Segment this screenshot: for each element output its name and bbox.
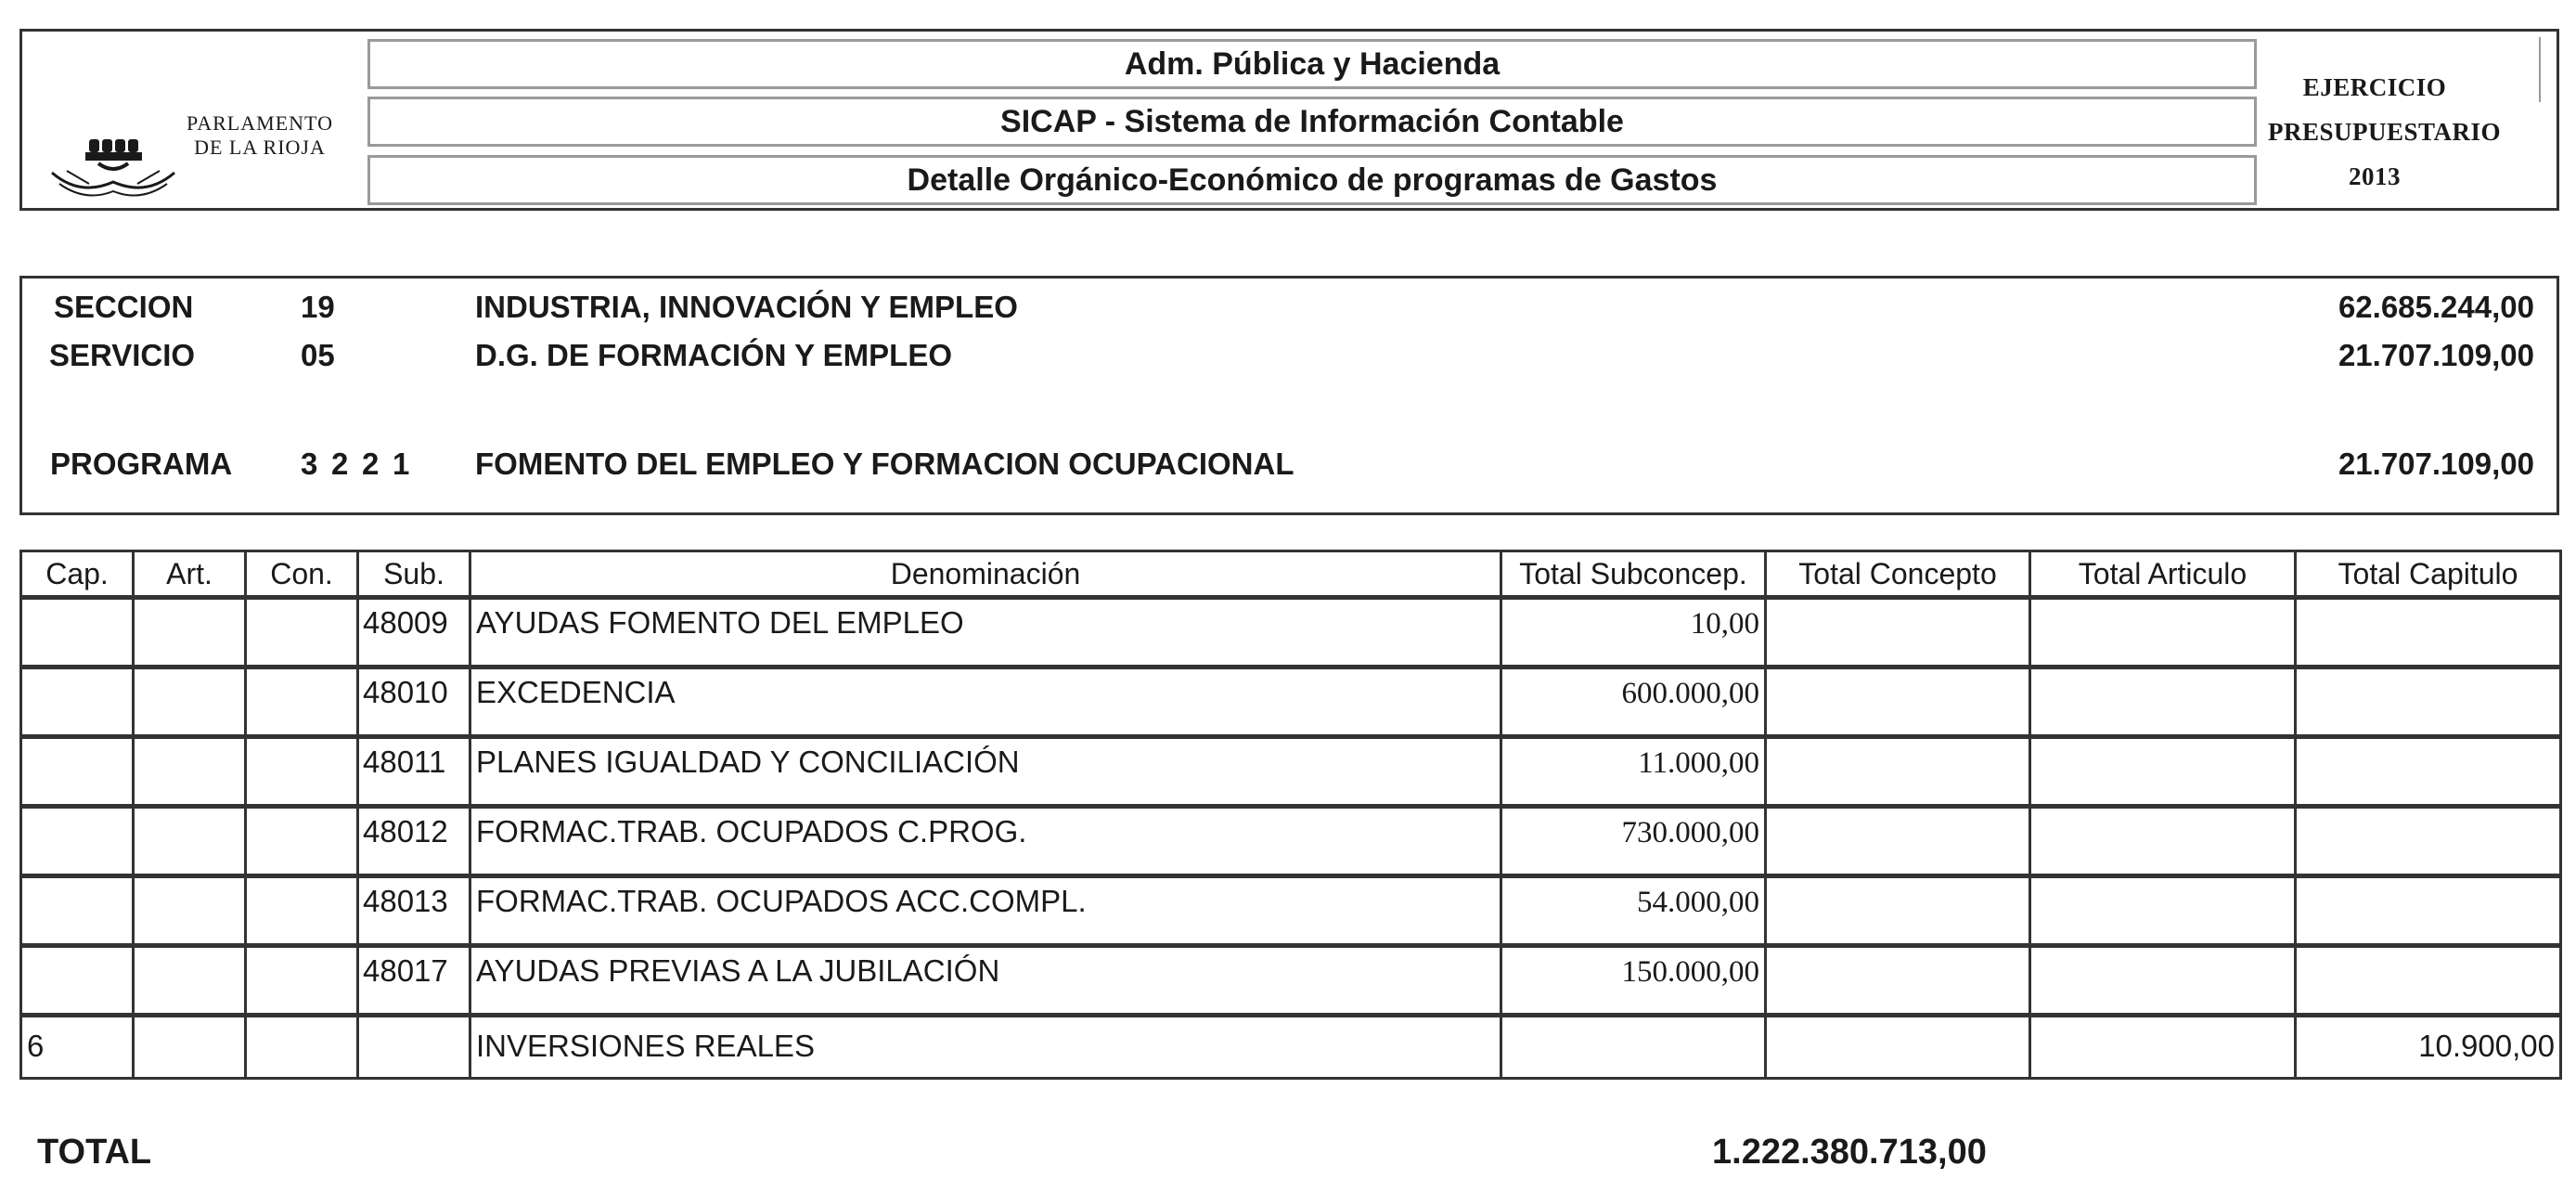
programa-label: PROGRAMA <box>50 447 233 481</box>
cell-total-capitulo <box>2296 598 2561 667</box>
cell-total-capitulo <box>2296 946 2561 1016</box>
cell-total-concepto <box>1766 807 2030 876</box>
cell-con <box>246 876 358 946</box>
cell-total-capitulo: 10.900,00 <box>2296 1016 2561 1079</box>
cell-total-subconcep <box>1501 1016 1766 1079</box>
cell-total-concepto <box>1766 876 2030 946</box>
programa-code <box>301 447 423 482</box>
cell-con <box>246 1016 358 1079</box>
cell-total-concepto <box>1766 598 2030 667</box>
programa-digit: 1 <box>393 447 410 481</box>
table-header-row <box>21 551 2561 598</box>
grand-total-amount: 1.222.380.713,00 <box>1712 1133 1987 1172</box>
cell-total-capitulo <box>2296 807 2561 876</box>
cell-total-subconcep: 10,00 <box>1501 598 1766 667</box>
cell-total-concepto <box>1766 737 2030 807</box>
seccion-label: SECCION <box>54 290 194 324</box>
organization-name-line2: DE LA RIOJA <box>194 136 326 159</box>
cell-cap <box>21 807 134 876</box>
cell-denominacion: AYUDAS PREVIAS A LA JUBILACIÓN <box>470 946 1501 1016</box>
cell-cap <box>21 946 134 1016</box>
programa-digit: 3 <box>301 447 318 481</box>
cell-con <box>246 946 358 1016</box>
cell-total-subconcep: 600.000,00 <box>1501 667 1766 737</box>
cell-art <box>134 1016 246 1079</box>
cell-con <box>246 807 358 876</box>
cell-sub: 48010 <box>358 667 470 737</box>
col-header-con: Con. <box>246 551 358 598</box>
table-row <box>21 876 2561 946</box>
header-title-department: Adm. Pública y Hacienda <box>367 39 2257 89</box>
cell-cap <box>21 876 134 946</box>
fiscal-year-value: 2013 <box>2349 162 2401 190</box>
col-header-total-articulo: Total Articulo <box>2030 551 2296 598</box>
budget-section-box <box>19 276 2559 515</box>
cell-total-capitulo <box>2296 876 2561 946</box>
cell-total-subconcep: 11.000,00 <box>1501 737 1766 807</box>
chapter-row <box>21 1016 2561 1079</box>
cell-denominacion: INVERSIONES REALES <box>470 1016 1501 1079</box>
cell-denominacion: FORMAC.TRAB. OCUPADOS C.PROG. <box>470 807 1501 876</box>
cell-con <box>246 667 358 737</box>
seccion-name: INDUSTRIA, INNOVACIÓN Y EMPLEO <box>475 290 1018 324</box>
servicio-code: 05 <box>301 338 335 372</box>
cell-art <box>134 946 246 1016</box>
servicio-row <box>22 338 2557 379</box>
expense-detail-table <box>19 550 2562 1080</box>
cell-total-articulo <box>2030 807 2296 876</box>
cell-art <box>134 667 246 737</box>
cell-sub <box>358 1016 470 1079</box>
fiscal-year-label-2: PRESUPUESTARIO <box>2268 118 2502 146</box>
cell-total-articulo <box>2030 946 2296 1016</box>
parlamento-logo-icon <box>43 106 182 208</box>
cell-cap <box>21 737 134 807</box>
cell-cap: 6 <box>21 1016 134 1079</box>
cell-sub: 48012 <box>358 807 470 876</box>
col-header-total-subconcep: Total Subconcep. <box>1501 551 1766 598</box>
organization-name <box>186 111 334 160</box>
cell-total-concepto <box>1766 667 2030 737</box>
cell-denominacion: EXCEDENCIA <box>470 667 1501 737</box>
programa-row <box>22 447 2557 487</box>
grand-total-label: TOTAL <box>37 1133 152 1172</box>
table-row <box>21 946 2561 1016</box>
cell-art <box>134 598 246 667</box>
col-header-cap: Cap. <box>21 551 134 598</box>
cell-total-articulo <box>2030 737 2296 807</box>
cell-denominacion: PLANES IGUALDAD Y CONCILIACIÓN <box>470 737 1501 807</box>
seccion-code: 19 <box>301 290 335 324</box>
cell-total-capitulo <box>2296 667 2561 737</box>
servicio-name: D.G. DE FORMACIÓN Y EMPLEO <box>475 338 952 372</box>
cell-sub: 48017 <box>358 946 470 1016</box>
cell-con <box>246 598 358 667</box>
cell-cap <box>21 598 134 667</box>
cell-con <box>246 737 358 807</box>
servicio-amount: 21.707.109,00 <box>2338 338 2534 372</box>
cell-art <box>134 876 246 946</box>
header-title-system: SICAP - Sistema de Información Contable <box>367 97 2257 147</box>
table-row <box>21 667 2561 737</box>
cell-sub: 48013 <box>358 876 470 946</box>
cell-total-articulo <box>2030 876 2296 946</box>
cell-total-articulo <box>2030 667 2296 737</box>
cell-total-capitulo <box>2296 737 2561 807</box>
organization-name-line1: PARLAMENTO <box>187 111 333 135</box>
programa-digit: 2 <box>331 447 349 481</box>
cell-sub: 48011 <box>358 737 470 807</box>
table-row <box>21 737 2561 807</box>
cell-total-articulo <box>2030 598 2296 667</box>
report-header <box>19 29 2559 211</box>
cell-total-articulo <box>2030 1016 2296 1079</box>
cell-art <box>134 737 246 807</box>
cell-total-subconcep: 150.000,00 <box>1501 946 1766 1016</box>
cell-denominacion: AYUDAS FOMENTO DEL EMPLEO <box>470 598 1501 667</box>
cell-cap <box>21 667 134 737</box>
col-header-sub: Sub. <box>358 551 470 598</box>
cell-total-concepto <box>1766 1016 2030 1079</box>
programa-amount: 21.707.109,00 <box>2338 447 2534 481</box>
fiscal-year-block <box>2268 65 2502 199</box>
cell-art <box>134 807 246 876</box>
fiscal-year-label-1: EJERCICIO <box>2302 73 2447 101</box>
programa-digit: 2 <box>362 447 380 481</box>
header-divider <box>2539 37 2541 102</box>
cell-sub: 48009 <box>358 598 470 667</box>
cell-denominacion: FORMAC.TRAB. OCUPADOS ACC.COMPL. <box>470 876 1501 946</box>
col-header-total-capitulo: Total Capitulo <box>2296 551 2561 598</box>
col-header-total-concepto: Total Concepto <box>1766 551 2030 598</box>
cell-total-concepto <box>1766 946 2030 1016</box>
seccion-row <box>22 290 2557 330</box>
table-row <box>21 807 2561 876</box>
servicio-label: SERVICIO <box>49 338 196 372</box>
header-title-report: Detalle Orgánico-Económico de programas de Gastos <box>367 155 2257 205</box>
table-row <box>21 598 2561 667</box>
cell-total-subconcep: 730.000,00 <box>1501 807 1766 876</box>
programa-name: FOMENTO DEL EMPLEO Y FORMACION OCUPACIONAL <box>475 447 1294 481</box>
col-header-denominacion: Denominación <box>470 551 1501 598</box>
seccion-amount: 62.685.244,00 <box>2338 290 2534 324</box>
cell-total-subconcep: 54.000,00 <box>1501 876 1766 946</box>
col-header-art: Art. <box>134 551 246 598</box>
